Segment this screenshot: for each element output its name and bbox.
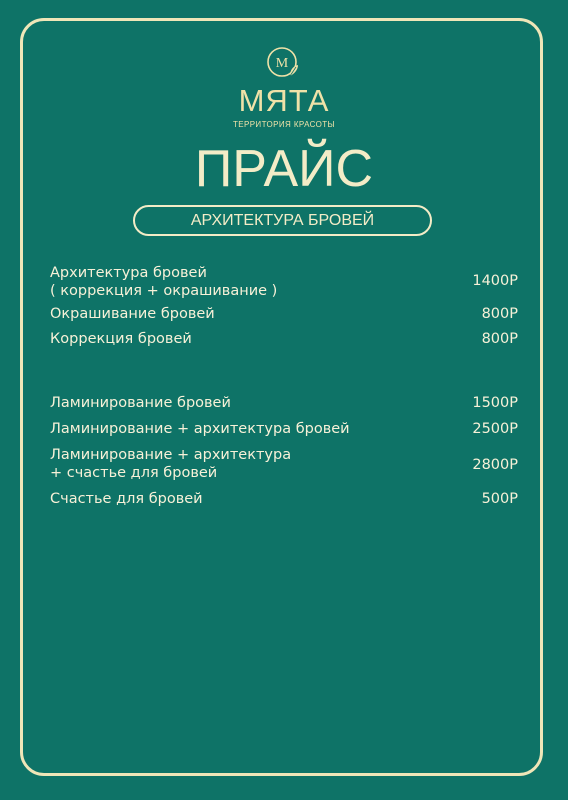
service-name-line: Счастье для бровей: [50, 491, 203, 507]
logo-letter: М: [275, 56, 289, 71]
service-name-line: + счастье для бровей: [50, 465, 218, 481]
service-name-line: ( коррекция + окрашивание ): [50, 283, 278, 299]
service-name: [50, 264, 430, 300]
service-name-line: Ламинирование + архитектура бровей: [50, 421, 350, 437]
service-name: [50, 305, 430, 323]
service-price: 2800Р: [472, 457, 518, 473]
service-name-line: Ламинирование бровей: [50, 395, 231, 411]
service-name-line: Ламинирование + архитектура: [50, 447, 292, 463]
brand-tagline: ТЕРРИТОРИЯ КРАСОТЫ: [232, 120, 336, 129]
service-price: 1500Р: [472, 395, 518, 411]
service-name: [50, 446, 430, 482]
service-name-line: Окрашивание бровей: [50, 306, 215, 322]
service-name: [50, 394, 430, 412]
service-price: 500Р: [481, 491, 518, 507]
service-price: 800Р: [481, 331, 518, 347]
service-price: 800Р: [481, 306, 518, 322]
service-name-line: Архитектура бровей: [50, 265, 207, 281]
service-price: 2500Р: [472, 421, 518, 437]
section-header: АРХИТЕКТУРА БРОВЕЙ: [133, 205, 432, 236]
brand-name: МЯТА: [238, 83, 330, 118]
mint-leaf-logo-icon: [266, 46, 300, 80]
page-title: ПРАЙС: [194, 140, 374, 198]
service-price: 1400Р: [472, 273, 518, 289]
service-name: [50, 490, 430, 508]
service-name-line: Коррекция бровей: [50, 331, 192, 347]
service-name: [50, 420, 430, 438]
service-name: [50, 330, 430, 348]
